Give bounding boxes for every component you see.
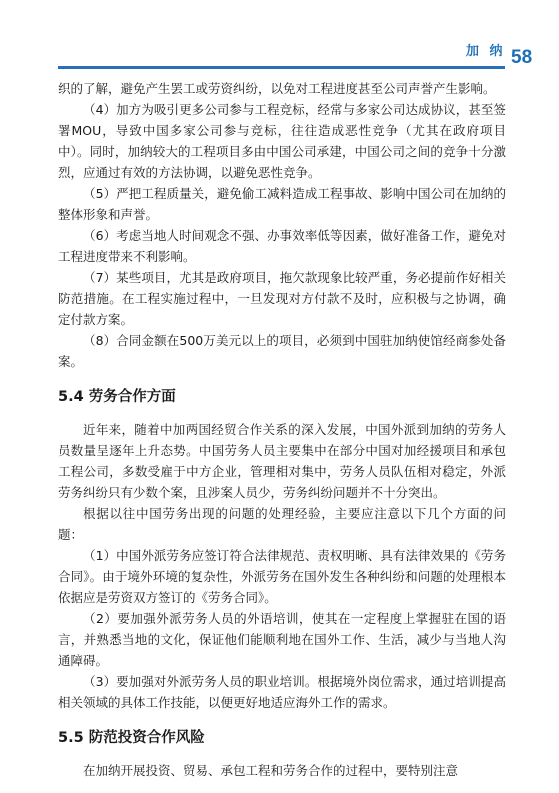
page-content	[58, 78, 506, 781]
spacer	[58, 749, 506, 760]
paragraph-continuation: 织的了解，避免产生罢工或劳资纠纷，以免对工程进度甚至公司声誉产生影响。	[58, 81, 496, 96]
paragraph-labor-item-1: （1）中国外派劳务应签订符合法律规范、责权明晰、具有法律效果的《劳务合同》。由于境外环境的复杂性，外派劳务在国外发生各种纠纷和问题的处理根本依据应是劳资双方签订的《劳务合同》。	[58, 548, 506, 605]
paragraph-labor-item-3: （3）要加强对外派劳务人员的职业培训。根据境外岗位需求，通过培训提高相关领域的具体工作技能，以便更好地适应海外工作的需求。	[58, 674, 506, 710]
header-rule	[58, 66, 505, 69]
page-number: 58	[511, 47, 533, 68]
paragraph-labor-item-2: （2）要加强外派劳务人员的外语培训，使其在一定程度上掌握驻在国的语言，并熟悉当地的文化，保证他们能顺利地在国外工作、生活，减少与当地人沟通障碍。	[58, 611, 506, 668]
spacer	[58, 713, 506, 728]
header-section-label: 加 纳	[466, 44, 506, 59]
paragraph-item-8: （8）合同金额在500万美元以上的项目，必须到中国驻加纳使馆经商参处备案。	[58, 333, 506, 369]
spacer	[58, 372, 506, 387]
section-heading-5-4: 5.4 劳务合作方面	[58, 389, 176, 405]
paragraph-labor-lead: 根据以往中国劳务出现的问题的处理经验，主要应注意以下几个方面的问题：	[58, 506, 506, 542]
paragraph-item-4: （4）加方为吸引更多公司参与工程竞标，经常与多家公司达成协议，甚至签署MOU，导致中国多家公司参与竞标，往往造成恶性竞争（尤其在政府项目中）。同时，加纳较大的工程项目多由中国公司承建，中国公司之间的竞争十分激烈，应通过有效的方法协调，以避免恶性竞争。	[58, 102, 506, 180]
spacer	[58, 408, 506, 419]
paragraph-labor-intro: 近年来，随着中加两国经贸合作关系的深入发展，中国外派到加纳的劳务人员数量呈逐年上升态势。中国劳务人员主要集中在部分中国对加经援项目和承包工程公司，多数受雇于中方企业，管理相对集中，劳务人员队伍相对稳定，外派劳务纠纷只有少数个案，且涉案人员少，劳务纠纷问题并不十分突出。	[58, 422, 506, 500]
paragraph-risk-intro: 在加纳开展投资、贸易、承包工程和劳务合作的过程中，要特别注意	[83, 763, 459, 778]
section-heading-5-5: 5.5 防范投资合作风险	[58, 730, 205, 746]
paragraph-item-5: （5）严把工程质量关，避免偷工减料造成工程事故、影响中国公司在加纳的整体形象和声誉。	[58, 186, 506, 222]
paragraph-item-6: （6）考虑当地人时间观念不强、办事效率低等因素，做好准备工作，避免对工程进度带来不利影响。	[58, 228, 506, 264]
paragraph-item-7: （7）某些项目，尤其是政府项目，拖欠款现象比较严重，务必提前作好相关防范措施。在工程实施过程中，一旦发现对方付款不及时，应积极与之协调，确定付款方案。	[58, 270, 506, 327]
